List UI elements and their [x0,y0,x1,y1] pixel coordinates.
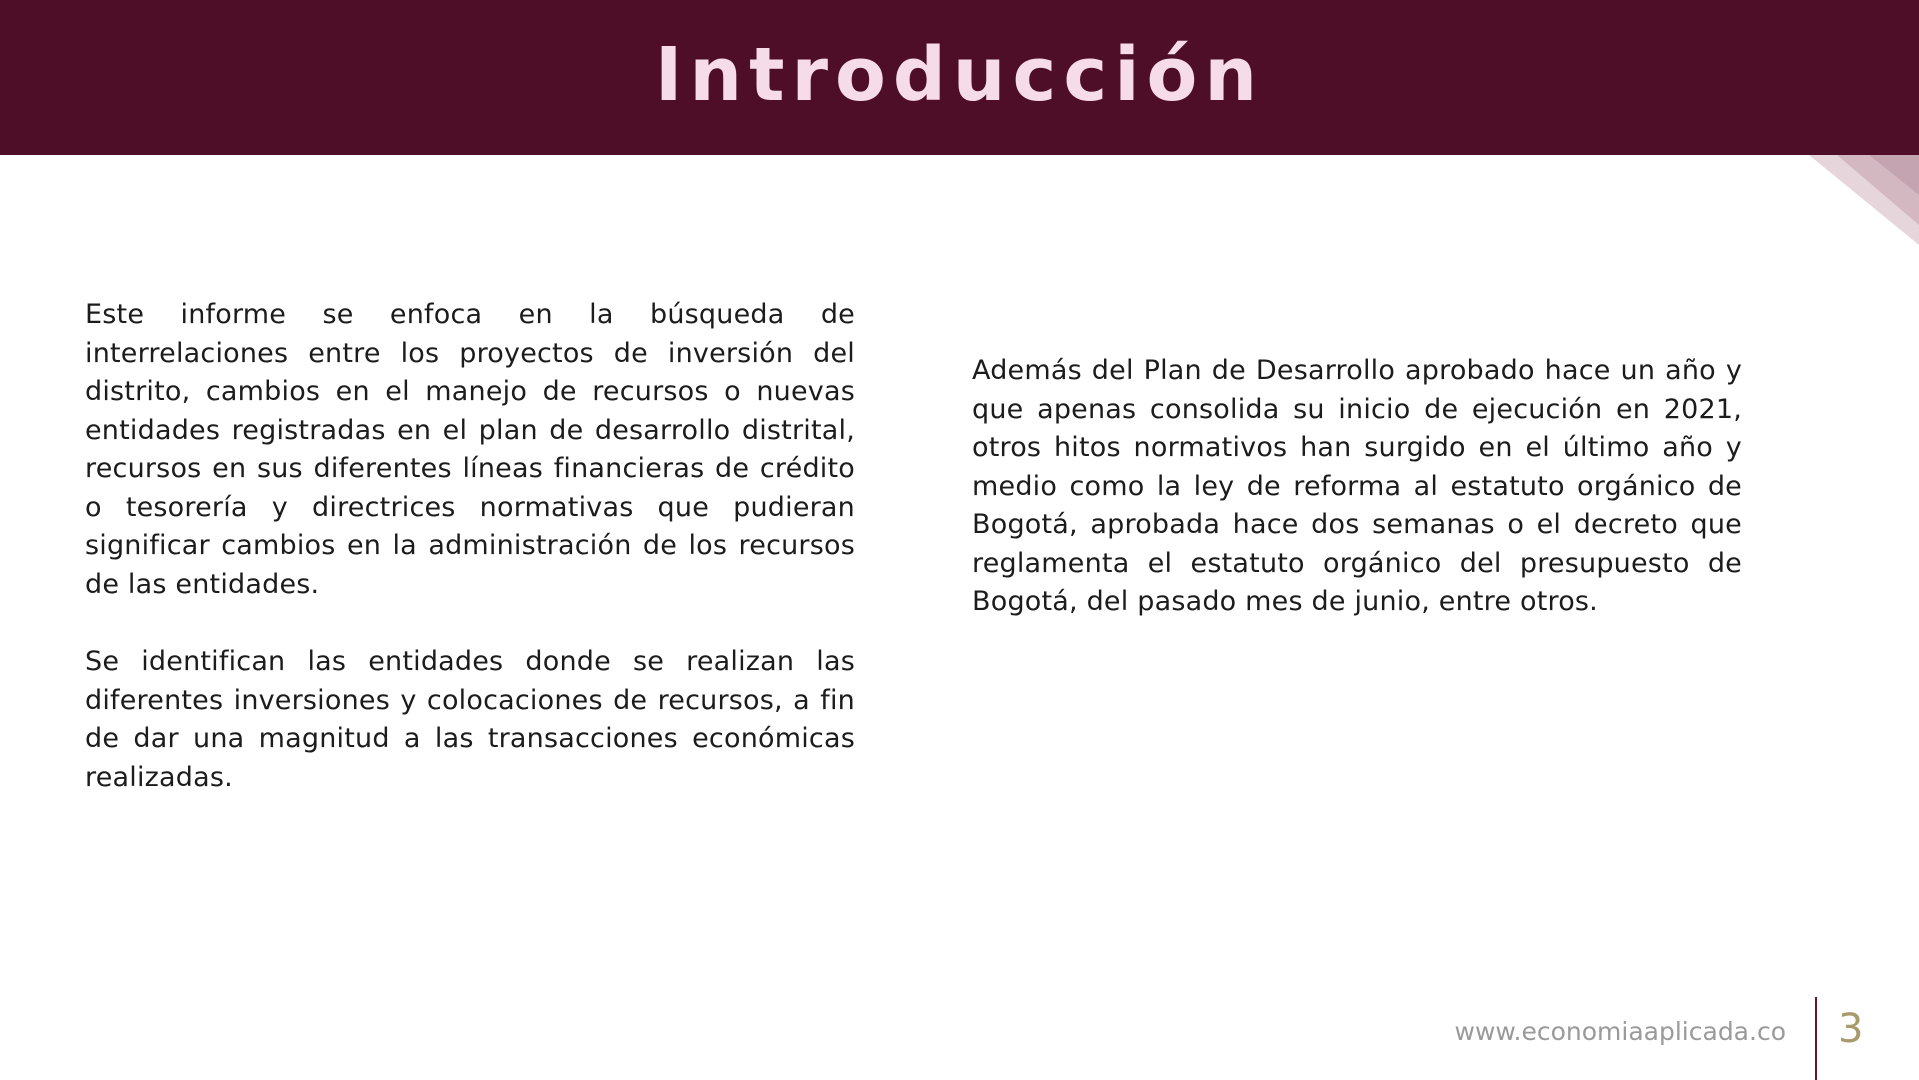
intro-left-column [85,296,855,797]
page-number: 3 [1838,1006,1864,1052]
intro-paragraph-1: Este informe se enfoca en la búsqueda de interrelaciones entre los proyectos de inversión del distrito, cambios en el manejo de recursos o nuevas entidades registradas en el plan de desarrollo distrital, recursos en sus diferentes líneas financieras de crédito o tesorería y directrices normativas que pudieran significar cambios en la administración de los recursos de las entidades. [85,299,855,600]
corner-decoration [1809,155,1919,250]
intro-right-paragraph: Además del Plan de Desarrollo aprobado hace un año y que apenas consolida su inicio de ejecución en 2021, otros hitos normativos han surgido en el último año y medio como la ley de reforma al estatuto orgánico de Bogotá, aprobada hace dos semanas o el decreto que reglamenta el estatuto orgánico del presupuesto de Bogotá, del pasado mes de junio, entre otros. [972,355,1742,617]
intro-paragraph-2: Se identifican las entidades donde se realizan las diferentes inversiones y colocaciones de recursos, a fin de dar una magnitud a las transacciones económicas realizadas. [85,646,855,793]
footer-divider [1815,997,1817,1080]
slide-title: Introducción [654,32,1265,118]
footer-url: www.economiaaplicada.co [1454,1017,1786,1046]
